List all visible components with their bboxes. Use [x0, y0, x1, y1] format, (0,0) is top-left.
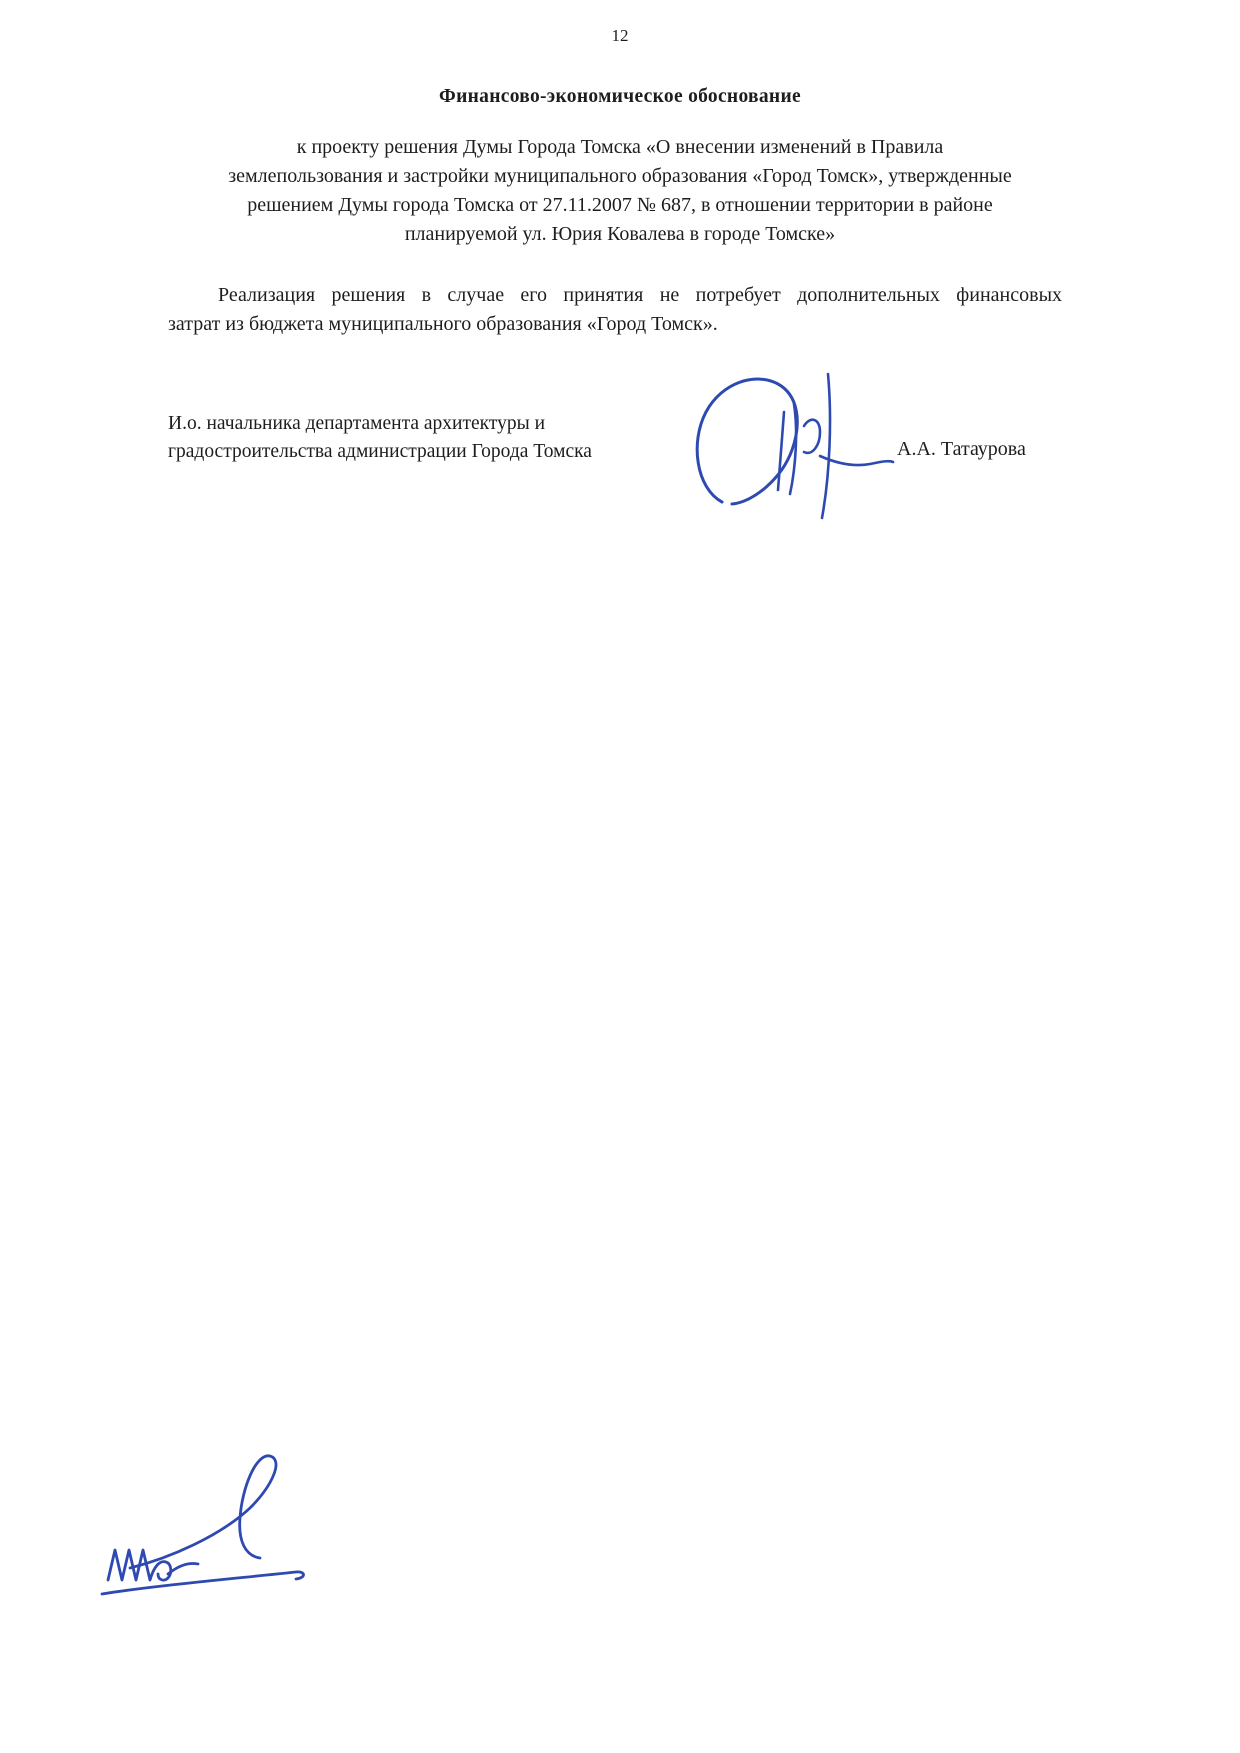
signature-stroke	[822, 374, 830, 518]
signature-stroke	[778, 412, 784, 490]
subtitle-line: к проекту решения Думы Города Томска «О внесении изменений в Правила	[296, 136, 944, 158]
document-title: Финансово-экономическое обоснование	[439, 86, 801, 107]
body-line: затрат из бюджета муниципального образования «Город Томск».	[168, 313, 718, 335]
signature-stroke	[790, 404, 796, 494]
signatory-position-line: И.о. начальника департамента архитектуры и	[168, 413, 546, 434]
signature-stroke	[168, 1563, 198, 1574]
signatory-name: А.А. Татаурова	[897, 438, 1026, 460]
body-line: Реализация решения в случае его принятия не потребует дополнительных финансовых	[218, 284, 1062, 306]
subtitle-line: землепользования и застройки муниципального образования «Город Томск», утвержденные	[228, 165, 1012, 187]
body-paragraph	[168, 281, 1062, 339]
signatory-position	[168, 410, 708, 466]
subtitle-line: решением Думы города Томска от 27.11.2007 № 687, в отношении территории в районе	[247, 194, 993, 216]
signatory-position-line: градостроительства администрации Города Томска	[168, 441, 592, 462]
signature-stroke	[697, 379, 797, 504]
signature-stroke	[102, 1572, 304, 1594]
signature-stroke	[820, 456, 893, 465]
signature-stroke	[804, 420, 820, 453]
signature-stroke	[130, 1456, 276, 1568]
handwritten-signature-bottom	[100, 1446, 310, 1598]
subtitle-line: планируемой ул. Юрия Ковалева в городе Томске»	[404, 223, 836, 245]
page-number: 12	[611, 26, 629, 45]
signature-stroke	[108, 1550, 171, 1580]
handwritten-signature-main	[688, 370, 903, 522]
document-subtitle	[0, 133, 1240, 249]
